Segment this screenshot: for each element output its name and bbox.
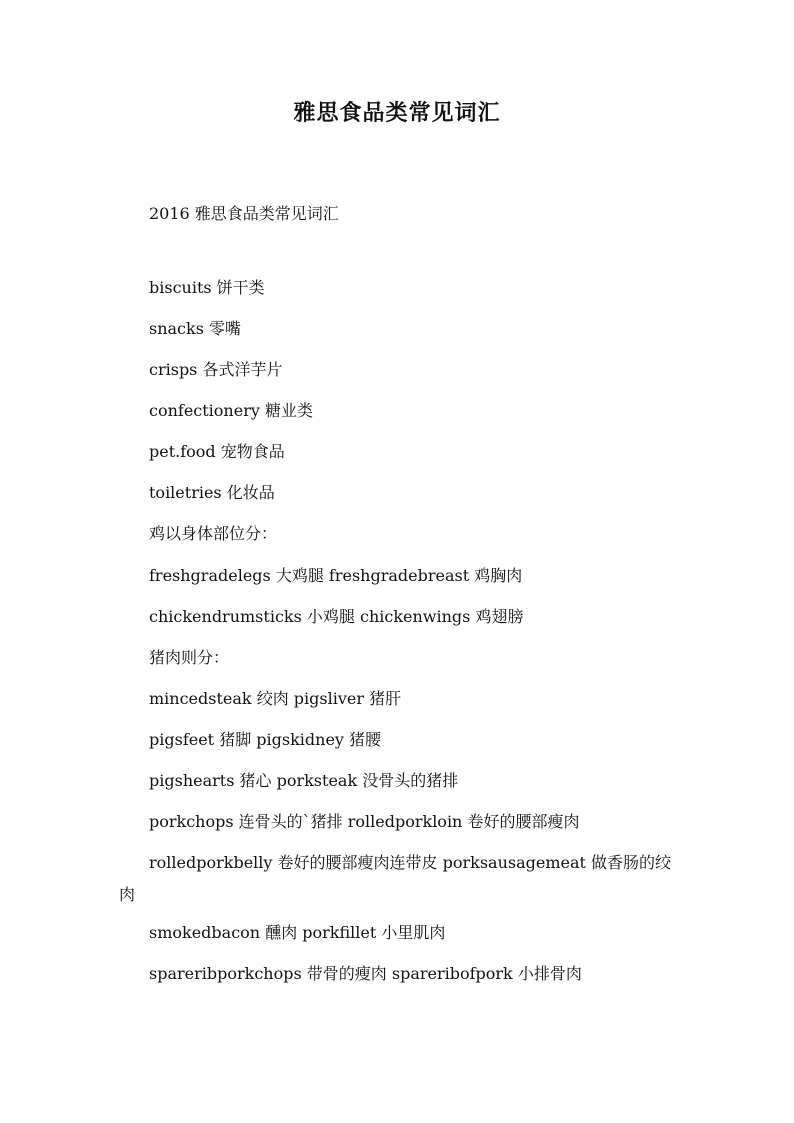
text-line: spareribporkchops 带骨的瘦肉 spareribofpork 小排骨肉 [149,964,582,983]
text-line: biscuits 饼干类 [149,278,265,297]
text-line-wrapped: rolledporkbelly 卷好的腰部瘦肉连带皮 porksausagemeat 做香肠的绞肉 [119,853,672,904]
text-line: toiletries 化妆品 [149,483,275,502]
text-line: chickendrumsticks 小鸡腿 chickenwings 鸡翅膀 [149,607,524,626]
text-line: porkchops 连骨头的`猪排 rolledporkloin 卷好的腰部瘦肉 [149,812,580,831]
text-line: pigsfeet 猪脚 pigskidney 猪腰 [149,730,382,749]
text-line: mincedsteak 绞肉 pigsliver 猪肝 [149,689,402,708]
document-subtitle: 2016 雅思食品类常见词汇 [149,204,339,223]
document-title: 雅思食品类常见词汇 [293,100,501,126]
text-line: 猪肉则分： [149,648,230,667]
text-line: freshgradelegs 大鸡腿 freshgradebreast 鸡胸肉 [149,566,523,585]
text-line: 鸡以身体部位分： [149,524,278,543]
text-line: confectionery 糖业类 [149,401,313,420]
text-line: snacks 零嘴 [149,319,242,338]
text-line: crisps 各式洋芋片 [149,360,283,379]
text-line: pigshearts 猪心 porksteak 没骨头的猪排 [149,771,459,790]
text-line: pet.food 宠物食品 [149,442,285,461]
text-line: smokedbacon 醺肉 porkfillet 小里肌肉 [149,923,446,942]
